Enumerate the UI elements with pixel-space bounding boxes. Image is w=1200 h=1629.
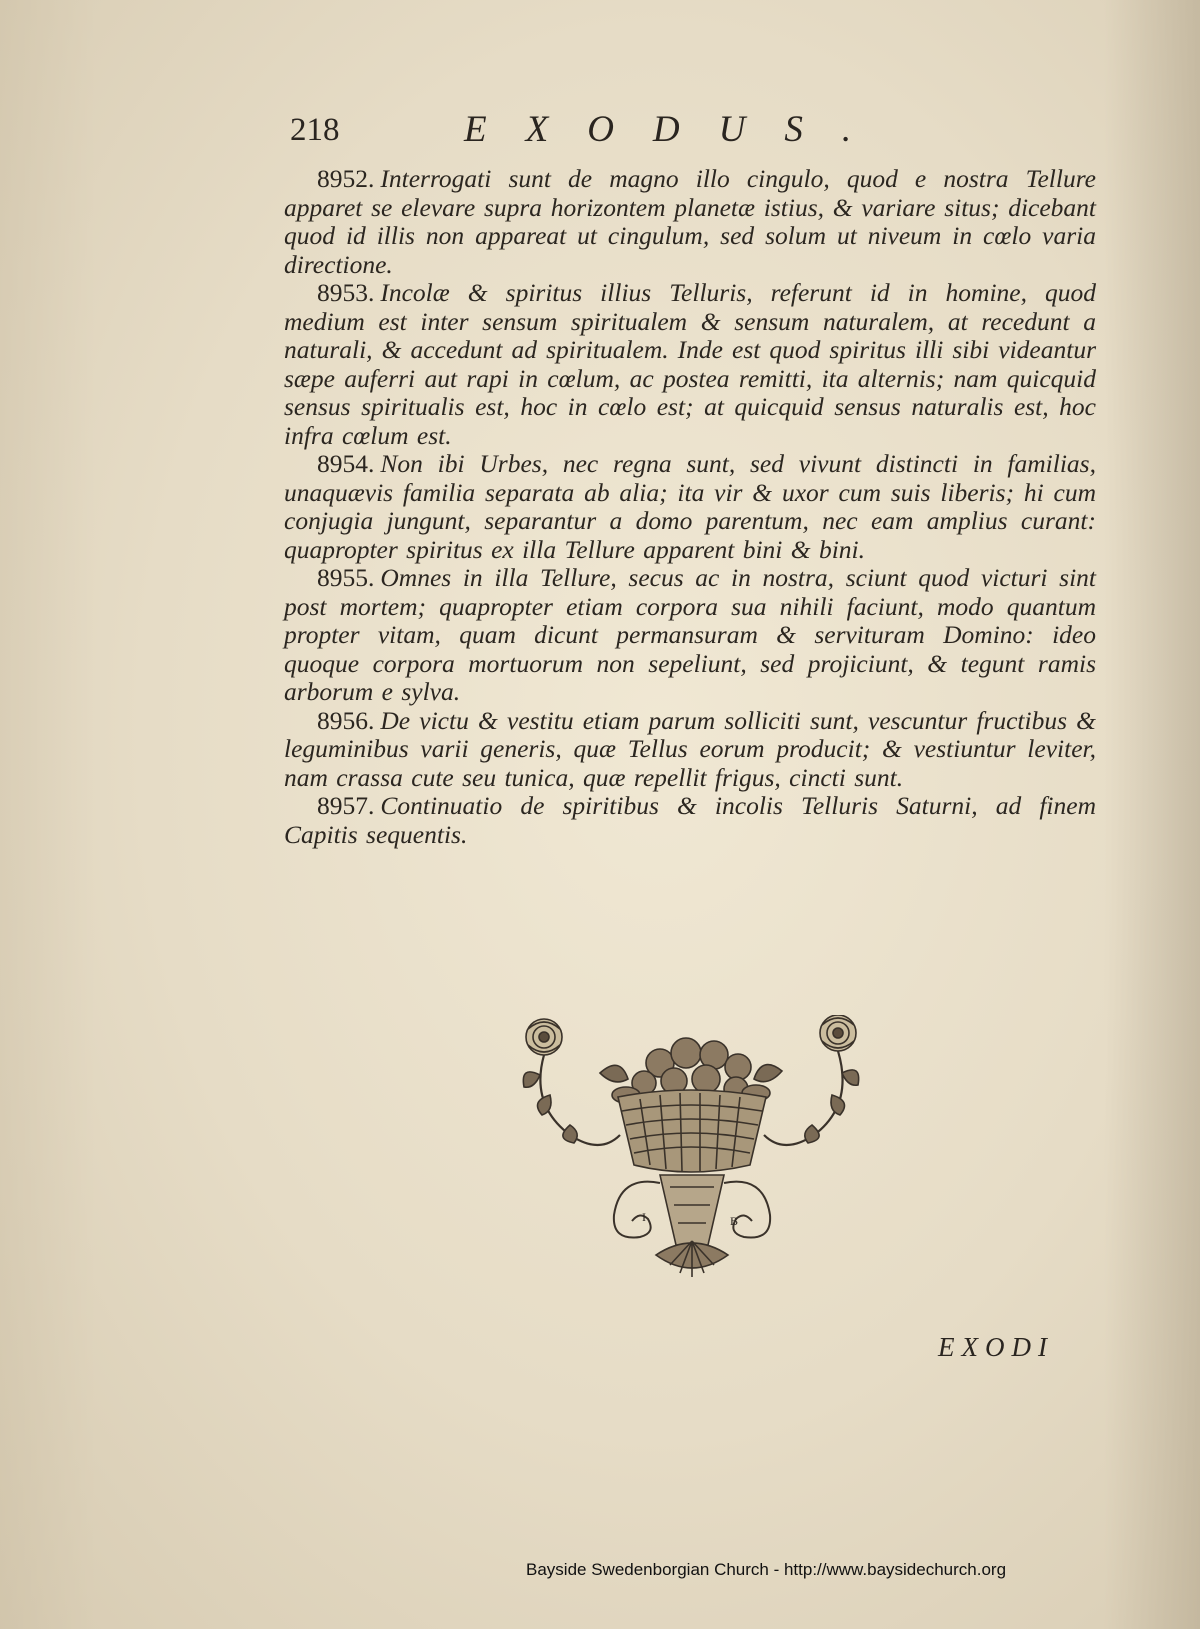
left-rose-icon [526, 1019, 562, 1055]
paragraph-number: 8954. [317, 449, 375, 478]
paragraph-number: 8952. [317, 164, 375, 193]
paragraph-text: Omnes in illa Tellure, secus ac in nostra, sciunt quod victuri sint post mortem; quapropter etiam corpora sua nihili faciunt, modo quantum propter vitam, quam dicunt permansuram & servituram Domino: ideo quoque corpora mortuorum non sepeliunt, sed projiciunt, & tegunt ramis arborum e sylva. [284, 563, 1096, 706]
right-rose-icon [820, 1015, 856, 1051]
paragraph-8956 [284, 707, 1096, 793]
paragraph-8955 [284, 564, 1096, 707]
running-title: EXODUS. [464, 109, 891, 150]
paragraph-8952 [284, 165, 1096, 279]
paragraph-number: 8955. [317, 563, 375, 592]
page-number: 218 [290, 112, 340, 148]
paragraph-8954 [284, 450, 1096, 564]
paragraph-text: De victu & vestitu etiam parum solliciti sunt, vescuntur fructibus & leguminibus varii generis, quæ Tellus eorum producit; & vestiuntur leviter, nam crassa cute seu tunica, quæ repellit frigus, cincti sunt. [284, 705, 1096, 792]
paragraph-text: Interrogati sunt de magno illo cingulo, quod e nostra Tellure apparet se elevare supra horizontem planetæ istius, & variare situs; dicebant quod id illis non appareat ut cingulum, sed solum ut niveum in cœlo varia directione. [284, 164, 1096, 279]
paragraph-text: Non ibi Urbes, nec regna sunt, sed vivunt distincti in familias, unaquævis familia separata ab alia; ita vir & uxor cum suis liberis; hi cum conjugia jungunt, separantur a domo parentum, nec eam amplius curant: quapropter spiritus ex illa Tellure apparent bini & bini. [284, 449, 1096, 564]
paragraph-text: Continuatio de spiritibus & incolis Telluris Saturni, ad finem Capitis sequentis. [284, 791, 1096, 849]
basket-icon [618, 1090, 766, 1172]
paragraph-number: 8957. [317, 791, 375, 820]
paragraph-number: 8956. [317, 705, 375, 735]
paragraph-text: Incolæ & spiritus illius Telluris, referunt id in homine, quod medium est inter sensum spiritualem & sensum naturalem, at recedunt a naturali, & accedunt ad spiritualem. Inde est quod spiritus illi sibi videantur sæpe auferri aut rapi in cœlum, ac postea remitti, ita alternis; nam quicquid sensus spiritualis est, hoc in cœlo est; at quicquid sensus naturalis est, hoc infra cœlum est. [284, 278, 1096, 450]
paragraph-number: 8953. [317, 278, 375, 307]
catchword: EXODI [938, 1332, 1054, 1362]
monogram-right: B [730, 1214, 739, 1228]
source-credit: Bayside Swedenborgian Church - http://www.baysidechurch.org [526, 1560, 1007, 1579]
paragraph-8953 [284, 279, 1096, 450]
paragraph-8957 [284, 792, 1096, 849]
body-text [284, 165, 1096, 849]
fruit-basket-ornament [510, 1015, 876, 1295]
shell-icon [656, 1241, 728, 1277]
monogram-left: I [642, 1210, 646, 1224]
page-header [284, 108, 1094, 158]
